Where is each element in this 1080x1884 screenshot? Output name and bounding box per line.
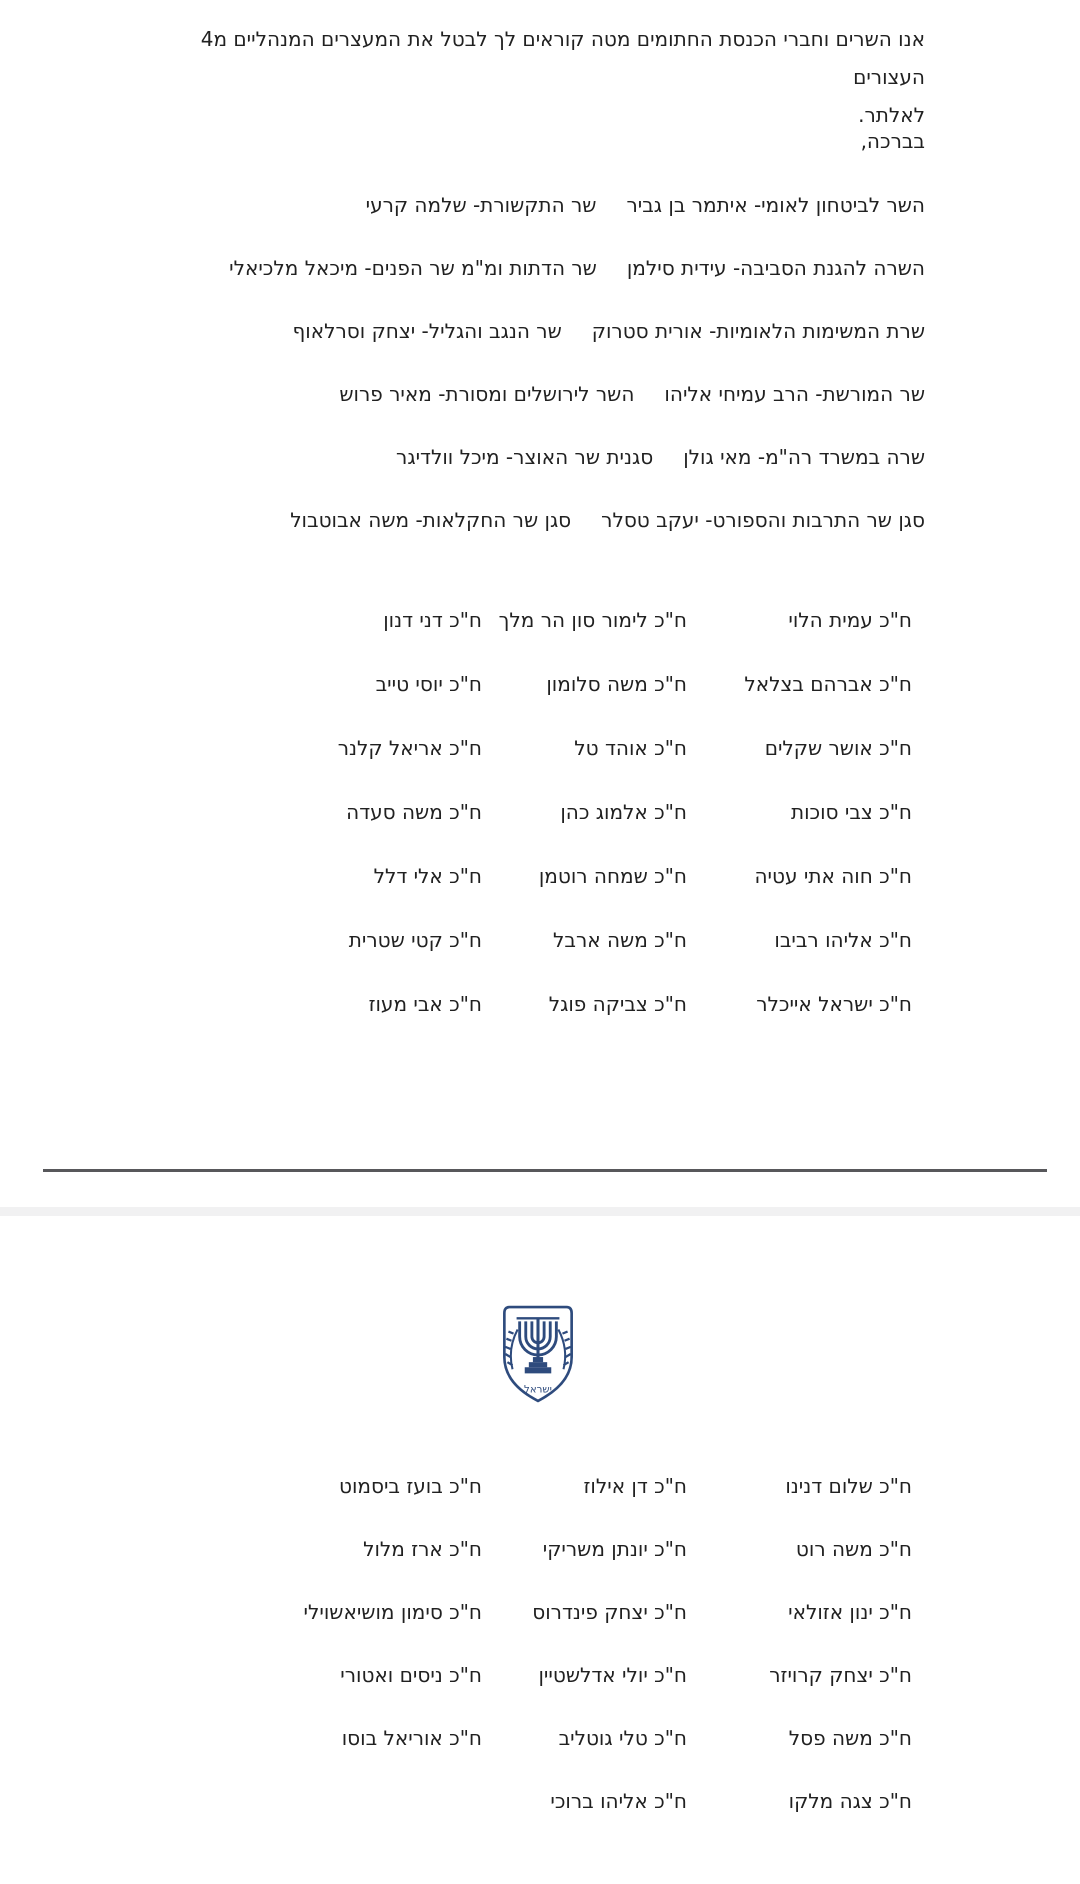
mk-name: ח"כ קטי שטרית xyxy=(348,928,482,952)
minister-line xyxy=(60,300,925,363)
mk-name: ח"כ טלי גוטליב xyxy=(558,1725,687,1750)
mk-name: ח"כ משה סלומון xyxy=(546,672,687,696)
document-page-2 xyxy=(0,1216,1080,1884)
table-row xyxy=(242,908,912,972)
table-row xyxy=(242,1517,912,1580)
mk-name: ח"כ לימור סון הר מלך xyxy=(498,608,687,632)
mk-name: ח"כ אלי דלל xyxy=(373,864,482,888)
page-footer-rule xyxy=(43,1169,1047,1172)
minister-entry: סגן שר החקלאות- משה אבוטבול xyxy=(290,508,572,532)
mk-name: ח"כ בועז ביסמוט xyxy=(338,1473,482,1498)
table-row xyxy=(242,1769,912,1832)
mk-name: ח"כ משה רוט xyxy=(795,1536,912,1561)
mk-name: ח"כ יולי אדלשטיין xyxy=(538,1662,687,1687)
table-row xyxy=(242,1706,912,1769)
minister-entry: סגנית שר האוצר- מיכל וולדיגר xyxy=(396,445,654,469)
mk-name: ח"כ דני דנון xyxy=(383,608,482,632)
mk-signatures-table-page2 xyxy=(242,1454,912,1832)
paragraph-line-2: לאלתר. xyxy=(858,103,925,127)
mk-name: ח"כ ישראל אייכלר xyxy=(756,992,912,1016)
mk-name: ח"כ צבי סוכות xyxy=(790,800,912,824)
minister-line xyxy=(60,174,925,237)
opening-paragraph xyxy=(125,20,925,134)
mk-name: ח"כ יצחק קרויזר xyxy=(769,1662,912,1687)
mk-name: ח"כ יצחק פינדרוס xyxy=(532,1599,687,1624)
mk-name: ח"כ חוה אתי עטיה xyxy=(754,864,912,888)
mk-name: ח"כ יוסי טייב xyxy=(375,672,482,696)
mk-name: ח"כ אבי מעוז xyxy=(368,992,482,1016)
minister-entry: סגן שר התרבות והספורט- יעקב טסלר xyxy=(601,508,925,532)
mk-name: ח"כ דן אילוז xyxy=(583,1473,687,1498)
mk-name: ח"כ עמית הלוי xyxy=(788,608,912,632)
minister-entry: שר התקשורת- שלמה קרעי xyxy=(365,193,597,217)
mk-name: ח"כ צביקה פוגל xyxy=(548,992,687,1016)
minister-entry: שרת המשימות הלאומיות- אורית סטרוק xyxy=(591,319,925,343)
mk-name: ח"כ אוריאל בוסו xyxy=(341,1725,482,1750)
table-row xyxy=(242,652,912,716)
table-row xyxy=(242,716,912,780)
mk-name: ח"כ אריאל קלנר xyxy=(337,736,482,760)
minister-entry: השר לירושלים ומסורת- מאיר פרוש xyxy=(339,382,635,406)
mk-name: ח"כ ינון אזולאי xyxy=(788,1599,912,1624)
minister-entry: שרה במשרד רה"מ- מאי גולן xyxy=(683,445,925,469)
mk-name: ח"כ שמחה רוטמן xyxy=(538,864,687,888)
table-row xyxy=(242,1643,912,1706)
emblem-label: ישראל xyxy=(524,1384,552,1396)
mk-name: ח"כ ארז מלול xyxy=(363,1536,482,1561)
mk-name: ח"כ אברהם בצלאל xyxy=(744,672,912,696)
mk-name: ח"כ אוהד טל xyxy=(574,736,687,760)
table-row xyxy=(242,1454,912,1517)
ministers-signature-list xyxy=(60,174,925,552)
paragraph-line-1: אנו השרים וחברי הכנסת החתומים מטה קוראים לך לבטל את המעצרים המנהליים מ4 העצורים xyxy=(200,27,925,89)
mk-name: ח"כ סימון מושיאשוילי xyxy=(303,1599,482,1624)
mk-name: ח"כ משה סעדה xyxy=(346,800,482,824)
closing-word: בברכה, xyxy=(860,129,925,153)
table-row xyxy=(242,1580,912,1643)
mk-name: ח"כ אושר שקלים xyxy=(764,736,912,760)
mk-signatures-table-page1 xyxy=(242,588,912,1036)
mk-name: ח"כ צגה מלקו xyxy=(788,1788,912,1813)
israel-state-emblem-icon xyxy=(496,1302,580,1406)
table-row xyxy=(242,844,912,908)
minister-line xyxy=(60,237,925,300)
page-gap xyxy=(0,1207,1080,1216)
minister-entry: שר המורשת- הרב עמיחי אליהו xyxy=(664,382,925,406)
mk-name: ח"כ ניסים ואטורי xyxy=(340,1662,482,1687)
minister-entry: שר הדתות ומ"מ שר הפנים- מיכאל מלכיאלי xyxy=(229,256,597,280)
minister-line xyxy=(60,426,925,489)
minister-entry: שר הנגב והגליל- יצחק וסרלאוף xyxy=(292,319,562,343)
table-row xyxy=(242,780,912,844)
mk-name: ח"כ משה ארבל xyxy=(553,928,687,952)
mk-name: ח"כ יונתן משריקי xyxy=(542,1536,687,1561)
minister-line xyxy=(60,363,925,426)
mk-name: ח"כ אליהו ברוכי xyxy=(550,1788,687,1813)
mk-name: ח"כ שלום דנינו xyxy=(785,1473,912,1498)
mk-name: ח"כ אליהו רביבו xyxy=(774,928,912,952)
table-row xyxy=(242,972,912,1036)
mk-name xyxy=(242,1769,482,1832)
minister-entry: השרה להגנת הסביבה- עידית סילמן xyxy=(626,256,925,280)
minister-line xyxy=(60,489,925,552)
table-row xyxy=(242,588,912,652)
mk-name: ח"כ אלמוג כהן xyxy=(560,800,687,824)
minister-entry: השר לביטחון לאומי- איתמר בן גביר xyxy=(626,193,925,217)
mk-name: ח"כ משה פסל xyxy=(788,1725,912,1750)
